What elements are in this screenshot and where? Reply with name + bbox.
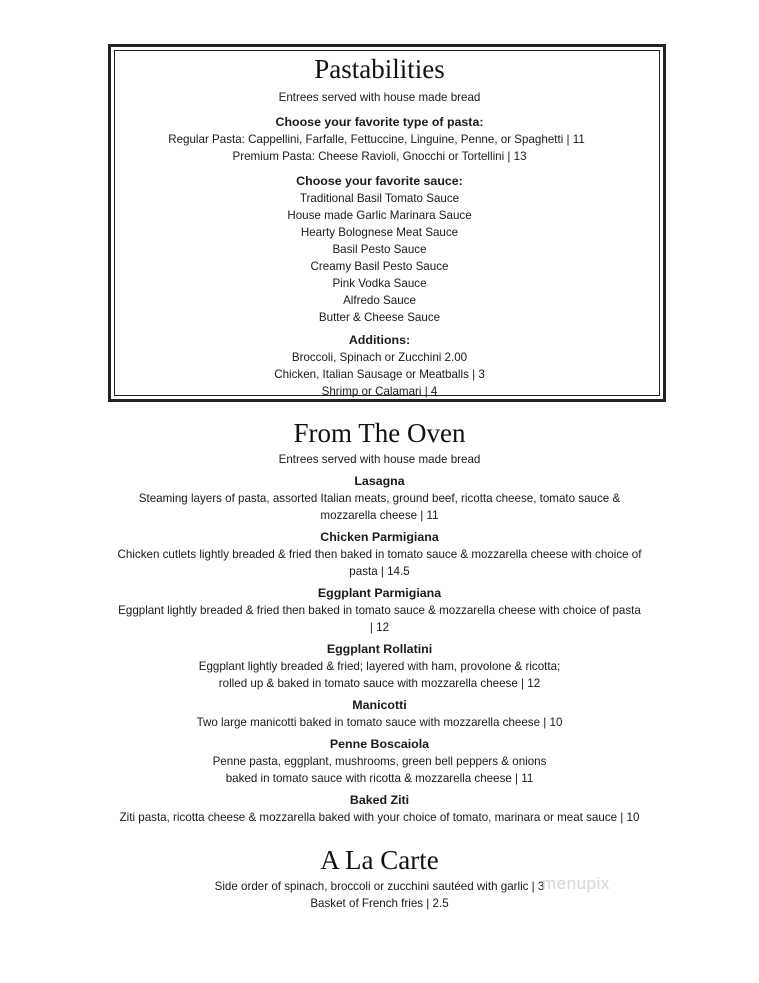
oven-section: [0, 416, 759, 826]
menu-item-desc: baked in tomato sauce with ricotta & mozzarella cheese | 11: [225, 772, 534, 785]
menu-item-name: Baked Ziti: [349, 793, 410, 807]
watermark: menupix: [542, 874, 610, 893]
menu-item-desc: Eggplant lightly breaded & fried; layered with ham, provolone & ricotta;: [198, 660, 561, 673]
menu-item-desc: | 12: [369, 621, 390, 634]
menu-item-name: Eggplant Parmigiana: [317, 586, 442, 600]
menu-item-name: Penne Boscaiola: [329, 737, 430, 751]
sauce-item: House made Garlic Marinara Sauce: [287, 209, 472, 222]
sauce-item: Creamy Basil Pesto Sauce: [310, 260, 449, 273]
sauce-item: Pink Vodka Sauce: [332, 277, 427, 290]
pasta-line: Premium Pasta: Cheese Ravioli, Gnocchi or Tortellini | 13: [232, 150, 527, 163]
menu-item-name: Chicken Parmigiana: [320, 530, 439, 544]
side-item: Basket of French fries | 2.5: [310, 897, 449, 910]
menu-item-desc: Penne pasta, eggplant, mushrooms, green bell peppers & onions: [212, 755, 547, 768]
addition-item: Broccoli, Spinach or Zucchini 2.00: [291, 351, 468, 364]
pasta-line: Regular Pasta: Cappellini, Farfalle, Fettuccine, Linguine, Penne, or Spaghetti | 11: [168, 133, 585, 146]
menu-item-desc: Two large manicotti baked in tomato sauce with mozzarella cheese | 10: [196, 716, 563, 729]
a-la-carte-section: [0, 843, 759, 912]
menu-item-desc: Steaming layers of pasta, assorted Italian meats, ground beef, ricotta cheese, tomato sauce &: [138, 492, 621, 505]
sauce-heading: Choose your favorite sauce:: [296, 174, 463, 188]
pasta-heading: Choose your favorite type of pasta:: [275, 115, 484, 129]
sauce-item: Butter & Cheese Sauce: [318, 311, 441, 324]
sauce-item: Traditional Basil Tomato Sauce: [299, 192, 460, 205]
menu-item-desc: pasta | 14.5: [349, 565, 410, 578]
menu-item-desc: Ziti pasta, ricotta cheese & mozzarella baked with your choice of tomato, marinara or meat sauce | 10: [119, 811, 640, 824]
menu-item-desc: mozzarella cheese | 11: [320, 509, 439, 522]
section-subtitle: Entrees served with house made bread: [278, 453, 481, 466]
section-subtitle: Entrees served with house made bread: [278, 91, 481, 104]
section-title: A La Carte: [320, 845, 439, 875]
section-title: From The Oven: [293, 418, 466, 448]
section-title: Pastabilities: [314, 54, 445, 84]
additions-heading: Additions:: [348, 333, 411, 347]
menu-item-desc: rolled up & baked in tomato sauce with mozzarella cheese | 12: [218, 677, 541, 690]
menu-item-desc: Chicken cutlets lightly breaded & fried then baked in tomato sauce & mozzarella cheese with choice of: [117, 548, 642, 561]
menu-item-name: Eggplant Rollatini: [326, 642, 433, 656]
sauce-item: Hearty Bolognese Meat Sauce: [300, 226, 459, 239]
side-item: Side order of spinach, broccoli or zucchini sautéed with garlic | 3: [214, 880, 545, 893]
menu-item-name: Lasagna: [354, 474, 405, 488]
menu-item-desc: Eggplant lightly breaded & fried then baked in tomato sauce & mozzarella cheese with choice of pasta: [118, 604, 641, 617]
pastabilities-section: [0, 52, 759, 400]
addition-item: Shrimp or Calamari | 4: [321, 385, 438, 398]
addition-item: Chicken, Italian Sausage or Meatballs | 3: [274, 368, 485, 381]
menu-item-name: Manicotti: [352, 698, 407, 712]
sauce-item: Basil Pesto Sauce: [332, 243, 427, 256]
sauce-item: Alfredo Sauce: [343, 294, 416, 307]
